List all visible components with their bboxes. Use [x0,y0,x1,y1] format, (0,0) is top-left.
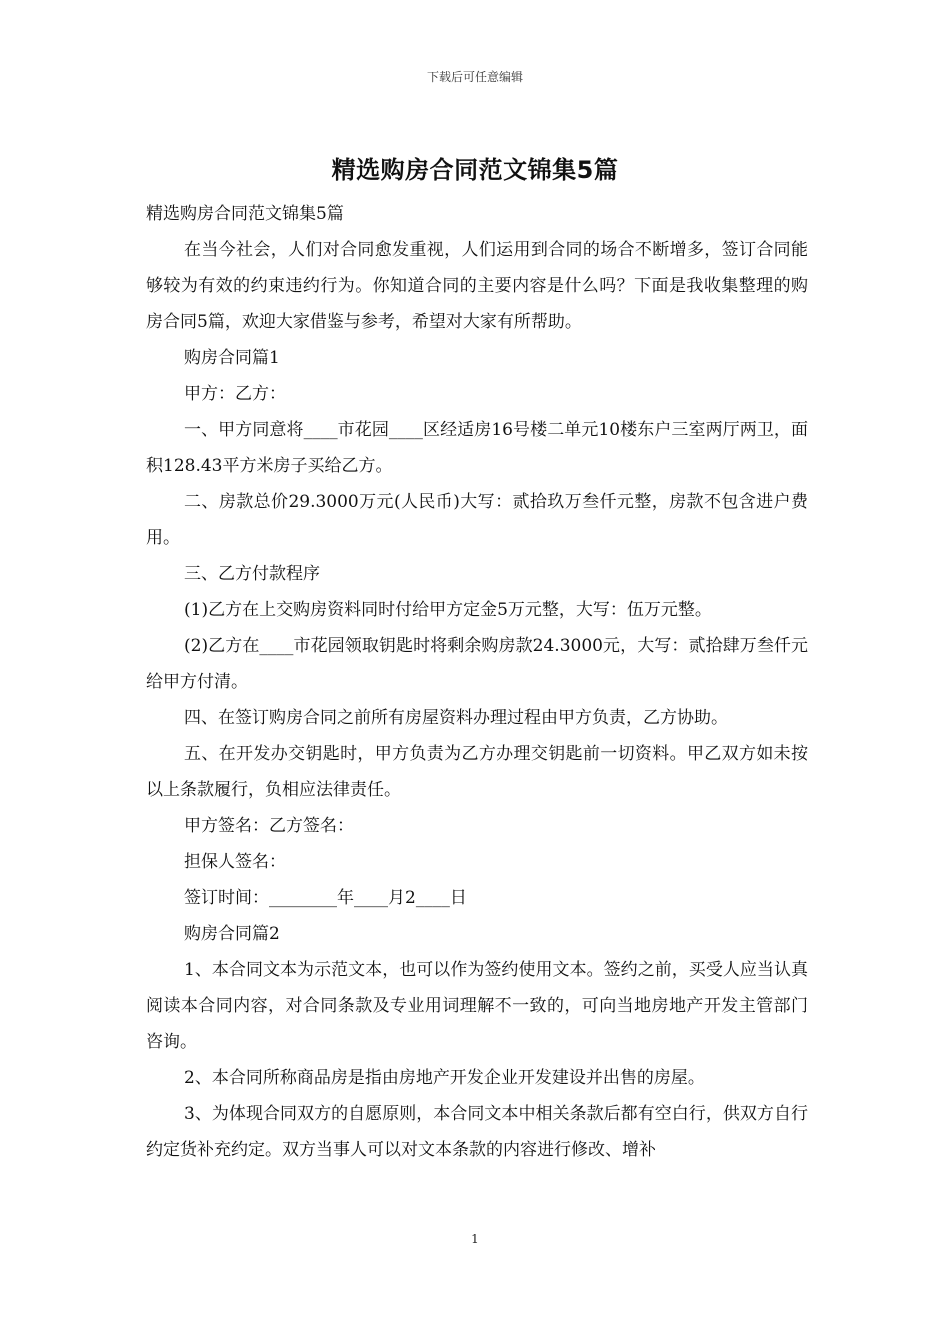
clause-paragraph: 三、乙方付款程序 [184,564,320,584]
intro-paragraph: 在当今社会，人们对合同愈发重视，人们运用到合同的场合不断增多，签订合同能够较为有效的约束违约行为。你知道合同的主要内容是什么吗？下面是我收集整理的购房合同5篇，欢迎大家借鉴与参考，希望对大家有所帮助。 [146,240,808,332]
parties-line: 甲方：乙方： [184,384,286,404]
clause-paragraph: 五、在开发办交钥匙时，甲方负责为乙方办理交钥匙前一切资料。甲乙双方如未按以上条款履行，负相应法律责任。 [146,744,808,800]
clause-paragraph: (2)乙方在____市花园领取钥匙时将剩余购房款24.3000元，大写：贰拾肆万叁仟元给甲方付清。 [146,636,808,692]
clause-paragraph: 2、本合同所称商品房是指由房地产开发企业开发建设并出售的房屋。 [184,1068,705,1088]
document-body [146,196,808,1168]
signature-line: 甲方签名：乙方签名： [184,816,354,836]
section-heading: 购房合同篇1 [184,348,280,368]
clause-paragraph: 一、甲方同意将____市花园____区经适房16号楼二单元10楼东户三室两厅两卫，面积128.43平方米房子买给乙方。 [146,420,808,476]
signature-line: 担保人签名： [184,852,286,872]
document-title: 精选购房合同范文锦集5篇 [331,156,619,184]
subtitle-paragraph: 精选购房合同范文锦集5篇 [146,204,344,224]
clause-paragraph: 1、本合同文本为示范文本，也可以作为签约使用文本。签约之前，买受人应当认真阅读本合同内容，对合同条款及专业用词理解不一致的，可向当地房地产开发主管部门咨询。 [146,960,808,1052]
clause-paragraph: 3、为体现合同双方的自愿原则，本合同文本中相关条款后都有空白行，供双方自行约定货补充约定。双方当事人可以对文本条款的内容进行修改、增补 [146,1104,808,1160]
clause-paragraph: (1)乙方在上交购房资料同时付给甲方定金5万元整，大写：伍万元整。 [184,600,712,620]
section-heading: 购房合同篇2 [184,924,280,944]
clause-paragraph: 四、在签订购房合同之前所有房屋资料办理过程由甲方负责，乙方协助。 [184,708,728,728]
clause-paragraph: 二、房款总价29.3000万元(人民币)大写：贰拾玖万叁仟元整，房款不包含进户费用。 [146,492,808,548]
date-line: 签订时间：________年____月2____日 [184,888,467,908]
page-number: 1 [471,1232,479,1246]
header-note: 下载后可任意编辑 [426,70,523,84]
